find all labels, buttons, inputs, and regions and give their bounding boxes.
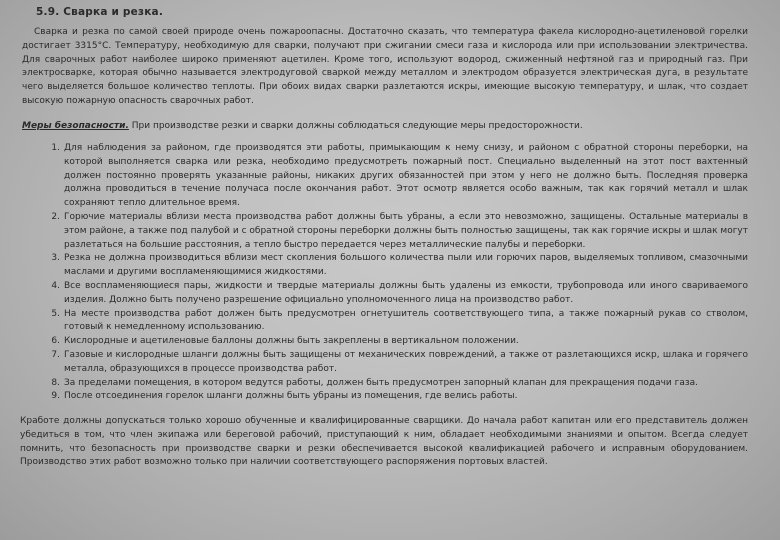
list-item [48,142,748,211]
list-item-number: 7. [51,349,60,360]
list-item-number: 8. [51,377,60,388]
safety-paragraph [22,120,748,134]
list-item-number: 4. [51,280,60,291]
safety-lead: Меры безопасности. [22,121,129,131]
list-item-text: Для наблюдения за районом, где производятся эти работы, примыкающим к нему снизу, и районом с обратной стороны переборки, на которой выполняется сварка или резка, необходимо предусмотреть пожарный пост. Специально выделенный на этот пост вахтенный должен постоянно проверять указанные районы, никаких других обязанностей при этом у него не должно быть. Последняя проверка должна проводиться в течение получаса после окончания работ. Этот осмотр является особо важным, так как горячий металл и шлак сохраняют тепло длительное время. [64,143,748,209]
list-item-text: Резка не должна производиться вблизи мест скопления большого количества пыли или горючих паров, выделяемых топливом, смазочными маслами и другими воспламеняющимися жидкостями. [64,253,748,278]
list-item-text: Газовые и кислородные шланги должны быть защищены от механических повреждений, а также от разлетающихся искр, шлака и горячего металла, образующихся в процессе производства работ. [64,349,748,374]
list-item [48,252,748,280]
list-item-text: Горючие материалы вблизи места производства работ должны быть убраны, а если это невозможно, защищены. Остальные материалы в этом районе, а также под палубой и с обратной стороны переборки должны быть полностью защищены, так как горячие искры и шлак могут разлетаться на большие расстояния, а тепло быстро передается через металлические палубы и переборки. [64,211,748,250]
safety-measures-list [48,142,748,404]
list-item-text: За пределами помещения, в котором ведутся работы, должен быть предусмотрен запорный клапан для прекращения подачи газа. [64,377,699,388]
list-item-number: 6. [51,336,60,347]
list-item-number: 9. [51,391,60,402]
closing-paragraph: Кработе должны допускаться только хорошо обученные и квалифицированные сварщики. До начала работ капитан или его представитель должен убедиться в том, что член экипажа или береговой рабочий, приступающий к ним, обладает необходимыми знаниями и опытом. Всегда следует помнить, что безопасность при производстве сварки и резки обеспечивается высокой квалификацией рабочего и исправным оборудованием. Производство этих работ возможно только при наличии соответствующего распоряжения портовых властей. [20,416,748,468]
safety-text: При производстве резки и сварки должны соблюдаться следующие меры предосторожности. [128,121,583,131]
list-item [48,349,748,377]
list-item [48,308,748,336]
list-item [48,335,748,349]
list-item-number: 5. [51,308,60,319]
list-item [48,211,748,252]
list-item-number: 1. [51,143,60,153]
list-item-number: 3. [51,253,60,264]
list-item-text: Кислородные и ацетиленовые баллоны должны быть закреплены в вертикальном положении. [64,336,519,347]
list-item-text: После отсоединения горелок шланги должны быть убраны из помещения, где велись работы. [64,391,518,402]
list-item [48,280,748,308]
list-item-text: На месте производства работ должен быть предусмотрен огнетушитель соответствующего типа, а также пожарный рукав со стволом, готовый к немедленному использованию. [64,308,748,333]
section-heading: 5.9. Сварка и резка. [36,6,164,18]
list-item-number: 2. [51,211,60,222]
intro-paragraph: Сварка и резка по самой своей природе очень пожароопасны. Достаточно сказать, что температура факела кислородно-ацетиленовой горелки достигает 3315°С. Температуру, необходимую для сварки, получают при сжигании смеси газа и кислорода или при использовании электричества. Для сварочных работ наиболее широко применяют ацетилен. Кроме того, используют водород, сжиженный нефтяной газ и природный газ. При электросварке, которая обычно называется электродуговой сваркой между металлом и электродом образуется электрическая дуга, в результате чего выделяется большое количество теплоты. При обоих видах сварки разлетаются искры, имеющие высокую температуру, и шлак, что создает высокую пожарную опасность сварочных работ. [22,27,748,106]
list-item-text: Все воспламеняющиеся пары, жидкости и твердые материалы должны быть удалены из емкости, трубопровода или иного свариваемого изделия. Должно быть получено разрешение официально уполномоченного лица на производство работ. [64,280,748,305]
list-item [48,390,748,404]
list-item [48,377,748,391]
